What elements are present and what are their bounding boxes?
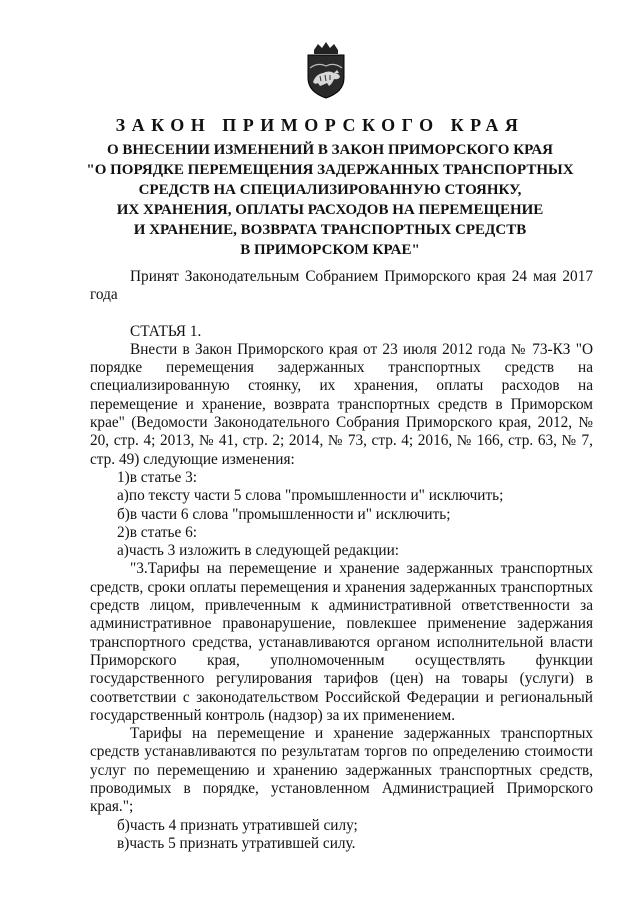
- document-body: [90, 268, 593, 853]
- list-item: а)по тексту части 5 слова "промышленности и" исключить;: [117, 487, 504, 505]
- list-item: б)в части 6 слова "промышленности и" исключить;: [117, 505, 451, 523]
- list-item: а)часть 3 изложить в следующей редакции:: [117, 542, 400, 560]
- body-paragraph: "3.Тарифы на перемещение и хранение задержанных транспортных средств, сроки оплаты перемещения и хранения задержанных транспортных средств лицом, привлеченным к административной ответственности за административное правонарушение, повлекшее применение задержания транспортного средства, устанавливаются органом исполнительной власти Приморского края, уполномоченным осуществлять функции государственного регулирования тарифов (цен) на товары (услуги) в соответствии с законодательством Российской Федерации и региональный государственный контроль (надзор) за их применением.: [90, 560, 593, 724]
- list-item: в)часть 5 признать утратившей силу.: [117, 834, 356, 852]
- list-item: 1)в статье 3:: [117, 468, 198, 486]
- subtitle-line: "О ПОРЯДКЕ ПЕРЕМЕЩЕНИЯ ЗАДЕРЖАННЫХ ТРАНСПОРТНЫХ: [86, 162, 574, 178]
- law-title: ЗАКОН ПРИМОРСКОГО КРАЯ: [115, 115, 525, 135]
- subtitle-line: СРЕДСТВ НА СПЕЦИАЛИЗИРОВАННУЮ СТОЯНКУ,: [138, 182, 522, 198]
- subtitle-line: В ПРИМОРСКОМ КРАЕ": [240, 242, 420, 258]
- subtitle-line: ИХ ХРАНЕНИЯ, ОПЛАТЫ РАСХОДОВ НА ПЕРЕМЕЩЕНИЕ: [116, 202, 544, 218]
- adoption-note: Принят Законодательным Собранием Приморского края 24 мая 2017 года: [90, 268, 593, 304]
- body-paragraph: Тарифы на перемещение и хранение задержанных транспортных средств устанавливаются по результатам торгов по определению стоимости услуг по перемещению и хранению задержанных транспортных средств, проводимых в порядке, установленном Администрацией Приморского края.";: [90, 725, 593, 816]
- list-item: б)часть 4 признать утратившей силу;: [117, 816, 358, 834]
- article-heading: СТАТЬЯ 1.: [130, 322, 202, 340]
- subtitle-line: О ВНЕСЕНИИ ИЗМЕНЕНИЙ В ЗАКОН ПРИМОРСКОГО КРАЯ: [107, 142, 553, 158]
- body-paragraph: Внести в Закон Приморского края от 23 июля 2012 года № 73-КЗ "О порядке перемещения задержанных транспортных средств на специализированную стоянку, их хранения, оплаты расходов на перемещение и хранение, возврата транспортных средств в Приморском крае" (Ведомости Законодательного Собрания Приморского края, 2012, № 20, стр. 4; 2013, № 41, стр. 2; 2014, № 73, стр. 4; 2016, № 166, стр. 63, № 7, стр. 49) следующие изменения:: [90, 340, 593, 468]
- coat-of-arms-emblem: [296, 40, 356, 100]
- subtitle-line: И ХРАНЕНИЕ, ВОЗВРАТА ТРАНСПОРТНЫХ СРЕДСТВ: [133, 222, 527, 238]
- list-item: 2)в статье 6:: [117, 523, 198, 541]
- law-subtitle: [80, 140, 580, 260]
